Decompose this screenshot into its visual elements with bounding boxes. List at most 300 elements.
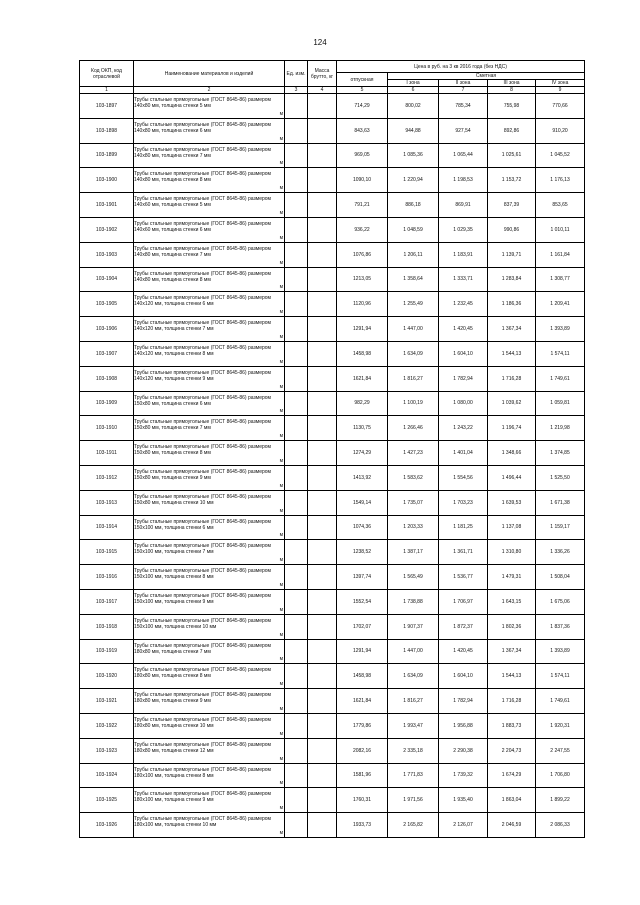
mass-cell [308, 168, 337, 193]
col-estimate-header: Сметная [388, 73, 585, 80]
mass-cell [308, 441, 337, 466]
unit-cell [285, 614, 308, 639]
mass-cell [308, 813, 337, 838]
product-code: 103-1926 [80, 813, 134, 838]
zone-1-price: 1 266,46 [388, 416, 439, 441]
zone-3-price: 1 544,13 [488, 341, 536, 366]
zone-1-price: 1 048,59 [388, 217, 439, 242]
product-name: Трубы стальные прямоугольные (ГОСТ 8645-86) размером 140х120 мм, толщина стенки 9 мм [134, 369, 271, 382]
zone-4-price: 1 706,80 [536, 763, 585, 788]
unit-mark: м [279, 358, 283, 365]
release-price: 936,22 [337, 217, 388, 242]
zone-2-price: 785,34 [439, 94, 488, 119]
mass-cell [308, 788, 337, 813]
zone-1-price: 1 565,49 [388, 565, 439, 590]
unit-cell [285, 242, 308, 267]
zone-2-price: 1 361,71 [439, 540, 488, 565]
table-row [80, 689, 585, 714]
mass-cell [308, 540, 337, 565]
zone-2-price: 1 706,97 [439, 589, 488, 614]
release-price: 1581,96 [337, 763, 388, 788]
unit-mark: м [279, 705, 283, 712]
product-code: 103-1910 [80, 416, 134, 441]
product-name: Трубы стальные прямоугольные (ГОСТ 8645-86) размером 150х100 мм, толщина стенки 7 мм [134, 543, 271, 556]
zone-2-price: 1 782,94 [439, 366, 488, 391]
table-row [80, 565, 585, 590]
release-price: 1549,14 [337, 490, 388, 515]
zone-4-price: 1 010,11 [536, 217, 585, 242]
zone-2-price: 1 198,53 [439, 168, 488, 193]
zone-3-price: 1 863,04 [488, 788, 536, 813]
zone-1-price: 2 335,18 [388, 738, 439, 763]
zone-2-price: 1 333,71 [439, 267, 488, 292]
zone-1-price: 1 907,37 [388, 614, 439, 639]
unit-mark: м [279, 829, 283, 836]
col-name-header: Наименование материалов и изделий [134, 61, 285, 87]
product-name-cell [134, 565, 285, 590]
col-number: 6 [388, 87, 439, 94]
table-row [80, 788, 585, 813]
unit-mark: м [279, 383, 283, 390]
zone-3-price: 1 479,31 [488, 565, 536, 590]
unit-mark: м [279, 259, 283, 266]
product-name: Трубы стальные прямоугольные (ГОСТ 8645-86) размером 140х80 мм, толщина стенки 5 мм [134, 97, 271, 109]
mass-cell [308, 465, 337, 490]
product-name: Трубы стальные прямоугольные (ГОСТ 8645-86) размером 180х100 мм, толщина стенки 10 мм [134, 816, 271, 829]
zone-3-price: 1 643,15 [488, 589, 536, 614]
mass-cell [308, 614, 337, 639]
zone-2-price: 1 935,40 [439, 788, 488, 813]
unit-cell [285, 193, 308, 218]
zone-3-price: 1 137,08 [488, 515, 536, 540]
release-price: 1458,98 [337, 341, 388, 366]
product-name: Трубы стальные прямоугольные (ГОСТ 8645-86) размером 150х100 мм, толщина стенки 10 мм [134, 617, 271, 630]
mass-cell [308, 713, 337, 738]
zone-3-price: 1 367,34 [488, 639, 536, 664]
zone-3-price: 1 139,71 [488, 242, 536, 267]
release-price: 1090,10 [337, 168, 388, 193]
product-code: 103-1915 [80, 540, 134, 565]
zone-4-price: 770,66 [536, 94, 585, 119]
page-number: 124 [313, 38, 327, 47]
zone-4-price: 1 525,50 [536, 465, 585, 490]
table-row [80, 341, 585, 366]
product-name-cell [134, 689, 285, 714]
zone-3-price: 1 196,74 [488, 416, 536, 441]
unit-cell [285, 763, 308, 788]
product-name-cell [134, 813, 285, 838]
product-name: Трубы стальные прямоугольные (ГОСТ 8645-86) размером 140х120 мм, толщина стенки 7 мм [134, 320, 271, 333]
release-price: 1120,96 [337, 292, 388, 317]
product-code: 103-1907 [80, 341, 134, 366]
unit-mark: м [279, 730, 283, 737]
zone-4-price: 1 675,06 [536, 589, 585, 614]
product-name-cell [134, 317, 285, 342]
release-price: 1621,84 [337, 366, 388, 391]
col-unit-header: Ед. изм. [285, 61, 308, 87]
mass-cell [308, 143, 337, 168]
product-name: Трубы стальные прямоугольные (ГОСТ 8645-86) размером 140х80 мм, толщина стенки 8 мм [134, 171, 271, 184]
product-name-cell [134, 540, 285, 565]
zone-2-price: 1 782,94 [439, 689, 488, 714]
product-code: 103-1899 [80, 143, 134, 168]
zone-3-price: 1 496,44 [488, 465, 536, 490]
zone-1-price: 1 447,00 [388, 317, 439, 342]
release-price: 1238,52 [337, 540, 388, 565]
product-code: 103-1912 [80, 465, 134, 490]
mass-cell [308, 515, 337, 540]
zone-2-price: 1 554,56 [439, 465, 488, 490]
release-price: 1779,86 [337, 713, 388, 738]
mass-cell [308, 292, 337, 317]
product-name-cell [134, 366, 285, 391]
zone-2-price: 2 126,07 [439, 813, 488, 838]
unit-cell [285, 143, 308, 168]
product-code: 103-1909 [80, 391, 134, 416]
product-name-cell [134, 465, 285, 490]
table-row [80, 118, 585, 143]
product-code: 103-1904 [80, 267, 134, 292]
zone-4-price: 1 899,22 [536, 788, 585, 813]
product-name-cell [134, 292, 285, 317]
zone-3-price: 1 883,73 [488, 713, 536, 738]
zone-3-price: 837,39 [488, 193, 536, 218]
product-code: 103-1920 [80, 664, 134, 689]
release-price: 2082,16 [337, 738, 388, 763]
product-name-cell [134, 490, 285, 515]
product-name: Трубы стальные прямоугольные (ГОСТ 8645-86) размером 150х80 мм, толщина стенки 6 мм [134, 394, 271, 407]
unit-cell [285, 416, 308, 441]
zone-1-price: 1 447,00 [388, 639, 439, 664]
product-name: Трубы стальные прямоугольные (ГОСТ 8645-86) размером 140х120 мм, толщина стенки 8 мм [134, 344, 271, 357]
product-code: 103-1903 [80, 242, 134, 267]
col-mass-header: Масса брутто, кг [308, 61, 337, 87]
mass-cell [308, 118, 337, 143]
col-price-group-header: Цена в руб. на 3 кв 2016 года (без НДС) [337, 61, 585, 73]
zone-4-price: 1 176,13 [536, 168, 585, 193]
zone-1-price: 1 085,36 [388, 143, 439, 168]
zone-3-price: 1 283,84 [488, 267, 536, 292]
zone-4-price: 1 920,31 [536, 713, 585, 738]
unit-cell [285, 341, 308, 366]
product-name: Трубы стальные прямоугольные (ГОСТ 8645-86) размером 180х80 мм, толщина стенки 12 мм [134, 741, 271, 754]
table-row [80, 540, 585, 565]
mass-cell [308, 267, 337, 292]
zone-1-price: 1 358,64 [388, 267, 439, 292]
release-price: 843,63 [337, 118, 388, 143]
zone-4-price: 1 671,38 [536, 490, 585, 515]
product-name: Трубы стальные прямоугольные (ГОСТ 8645-86) размером 150х80 мм, толщина стенки 7 мм [134, 419, 271, 432]
unit-mark: м [279, 433, 283, 440]
product-code: 103-1900 [80, 168, 134, 193]
product-name-cell [134, 639, 285, 664]
unit-mark: м [279, 408, 283, 415]
unit-mark: м [279, 209, 283, 216]
table-row [80, 614, 585, 639]
unit-mark: м [279, 135, 283, 142]
unit-cell [285, 490, 308, 515]
zone-1-price: 2 165,82 [388, 813, 439, 838]
zone-3-price: 1 348,66 [488, 441, 536, 466]
zone-4-price: 1 159,17 [536, 515, 585, 540]
zone-4-price: 1 209,41 [536, 292, 585, 317]
unit-cell [285, 540, 308, 565]
unit-mark: м [279, 606, 283, 613]
unit-cell [285, 565, 308, 590]
unit-cell [285, 317, 308, 342]
product-name: Трубы стальные прямоугольные (ГОСТ 8645-86) размером 140х80 мм, толщина стенки 7 мм [134, 146, 271, 159]
unit-cell [285, 292, 308, 317]
product-code: 103-1919 [80, 639, 134, 664]
product-code: 103-1905 [80, 292, 134, 317]
product-code: 103-1902 [80, 217, 134, 242]
zone-3-price: 1 716,28 [488, 366, 536, 391]
unit-mark: м [279, 234, 283, 241]
table-row [80, 193, 585, 218]
table-row [80, 168, 585, 193]
unit-cell [285, 94, 308, 119]
product-name-cell [134, 713, 285, 738]
product-code: 103-1914 [80, 515, 134, 540]
zone-3-price: 2 204,73 [488, 738, 536, 763]
zone-3-price: 1 802,36 [488, 614, 536, 639]
table-row [80, 366, 585, 391]
release-price: 969,05 [337, 143, 388, 168]
zone-1-price: 886,18 [388, 193, 439, 218]
table-row [80, 490, 585, 515]
table-row [80, 664, 585, 689]
unit-mark: м [279, 656, 283, 663]
product-name-cell [134, 441, 285, 466]
release-price: 791,21 [337, 193, 388, 218]
table-row [80, 217, 585, 242]
unit-mark: м [279, 309, 283, 316]
unit-mark: м [279, 780, 283, 787]
product-name-cell [134, 143, 285, 168]
product-name-cell [134, 515, 285, 540]
unit-mark: м [279, 755, 283, 762]
zone-2-price: 1 080,00 [439, 391, 488, 416]
zone-4-price: 1 059,81 [536, 391, 585, 416]
product-code: 103-1917 [80, 589, 134, 614]
mass-cell [308, 490, 337, 515]
unit-cell [285, 118, 308, 143]
zone-4-price: 2 086,33 [536, 813, 585, 838]
zone-4-price: 1 308,77 [536, 267, 585, 292]
zone-2-price: 1 181,25 [439, 515, 488, 540]
zone-3-price: 1 310,80 [488, 540, 536, 565]
zone-4-price: 1 393,89 [536, 317, 585, 342]
release-price: 1552,54 [337, 589, 388, 614]
zone-3-price: 892,86 [488, 118, 536, 143]
product-name-cell [134, 267, 285, 292]
unit-cell [285, 267, 308, 292]
zone-2-price: 1 956,88 [439, 713, 488, 738]
zone-1-price: 1 220,94 [388, 168, 439, 193]
product-name: Трубы стальные прямоугольные (ГОСТ 8645-86) размером 150х100 мм, толщина стенки 8 мм [134, 568, 271, 581]
zone-3-price: 1 025,61 [488, 143, 536, 168]
zone-4-price: 1 574,11 [536, 341, 585, 366]
zone-1-price: 1 634,09 [388, 341, 439, 366]
release-price: 1076,86 [337, 242, 388, 267]
unit-mark: м [279, 284, 283, 291]
release-price: 1458,98 [337, 664, 388, 689]
unit-mark: м [279, 482, 283, 489]
zone-1-price: 1 255,49 [388, 292, 439, 317]
zone-2-price: 1 243,22 [439, 416, 488, 441]
product-name-cell [134, 763, 285, 788]
zone-1-price: 1 634,09 [388, 664, 439, 689]
table-row [80, 465, 585, 490]
zone-1-price: 1 206,11 [388, 242, 439, 267]
unit-cell [285, 589, 308, 614]
zone-1-price: 1 583,62 [388, 465, 439, 490]
mass-cell [308, 738, 337, 763]
zone-1-price: 1 971,56 [388, 788, 439, 813]
product-code: 103-1921 [80, 689, 134, 714]
mass-cell [308, 317, 337, 342]
table-row [80, 738, 585, 763]
unit-cell [285, 366, 308, 391]
zone-3-price: 1 544,13 [488, 664, 536, 689]
unit-cell [285, 441, 308, 466]
zone-1-price: 1 993,47 [388, 713, 439, 738]
product-name-cell [134, 664, 285, 689]
zone-1-header: I зона [388, 80, 439, 87]
product-name-cell [134, 738, 285, 763]
product-name: Трубы стальные прямоугольные (ГОСТ 8645-86) размером 150х80 мм, толщина стенки 9 мм [134, 468, 271, 481]
zone-3-header: III зона [488, 80, 536, 87]
unit-mark: м [279, 333, 283, 340]
table-row [80, 515, 585, 540]
product-name-cell [134, 217, 285, 242]
zone-2-price: 1 604,10 [439, 664, 488, 689]
table-row [80, 713, 585, 738]
product-name: Трубы стальные прямоугольные (ГОСТ 8645-86) размером 180х80 мм, толщина стенки 8 мм [134, 667, 271, 680]
unit-mark: м [279, 185, 283, 192]
release-price: 1074,36 [337, 515, 388, 540]
zone-3-price: 1 153,72 [488, 168, 536, 193]
product-code: 103-1897 [80, 94, 134, 119]
zone-4-price: 1 374,85 [536, 441, 585, 466]
unit-mark: м [279, 805, 283, 812]
product-name-cell [134, 242, 285, 267]
table-row [80, 763, 585, 788]
unit-cell [285, 738, 308, 763]
unit-cell [285, 813, 308, 838]
zone-4-price: 1 393,89 [536, 639, 585, 664]
zone-1-price: 800,02 [388, 94, 439, 119]
zone-2-price: 1 536,77 [439, 565, 488, 590]
zone-4-price: 1 749,61 [536, 366, 585, 391]
product-name: Трубы стальные прямоугольные (ГОСТ 8645-86) размером 150х80 мм, толщина стенки 8 мм [134, 444, 271, 457]
zone-2-price: 1 703,23 [439, 490, 488, 515]
product-name-cell [134, 341, 285, 366]
col-number: 7 [439, 87, 488, 94]
unit-mark: м [279, 631, 283, 638]
zone-3-price: 1 716,28 [488, 689, 536, 714]
unit-mark: м [279, 160, 283, 167]
product-name: Трубы стальные прямоугольные (ГОСТ 8645-86) размером 180х80 мм, толщина стенки 7 мм [134, 642, 271, 655]
table-row [80, 317, 585, 342]
mass-cell [308, 689, 337, 714]
mass-cell [308, 416, 337, 441]
table-row [80, 143, 585, 168]
zone-1-price: 1 100,19 [388, 391, 439, 416]
col-release-header: отпускная [337, 73, 388, 87]
product-code: 103-1911 [80, 441, 134, 466]
zone-3-price: 755,98 [488, 94, 536, 119]
product-name: Трубы стальные прямоугольные (ГОСТ 8645-86) размером 180х100 мм, толщина стенки 9 мм [134, 791, 271, 804]
mass-cell [308, 366, 337, 391]
zone-2-price: 1 029,35 [439, 217, 488, 242]
table-row [80, 267, 585, 292]
unit-mark: м [279, 581, 283, 588]
product-code: 103-1901 [80, 193, 134, 218]
col-number: 8 [488, 87, 536, 94]
product-name-cell [134, 416, 285, 441]
unit-cell [285, 168, 308, 193]
product-name: Трубы стальные прямоугольные (ГОСТ 8645-86) размером 180х80 мм, толщина стенки 9 мм [134, 692, 271, 705]
table-row [80, 292, 585, 317]
price-rows [80, 94, 585, 838]
release-price: 1933,73 [337, 813, 388, 838]
product-code: 103-1908 [80, 366, 134, 391]
zone-3-price: 1 367,34 [488, 317, 536, 342]
release-price: 1291,94 [337, 317, 388, 342]
zone-4-price: 2 247,55 [536, 738, 585, 763]
zone-2-price: 1 604,10 [439, 341, 488, 366]
release-price: 714,29 [337, 94, 388, 119]
zone-2-price: 1 420,45 [439, 317, 488, 342]
mass-cell [308, 193, 337, 218]
zone-4-price: 1 336,26 [536, 540, 585, 565]
product-code: 103-1925 [80, 788, 134, 813]
unit-mark: м [279, 557, 283, 564]
release-price: 1213,05 [337, 267, 388, 292]
unit-cell [285, 664, 308, 689]
unit-cell [285, 713, 308, 738]
product-name-cell [134, 614, 285, 639]
col-code-header: Код ОКП, код отраслевой [80, 61, 134, 87]
mass-cell [308, 94, 337, 119]
zone-4-header: IV зона [536, 80, 585, 87]
zone-1-price: 944,88 [388, 118, 439, 143]
mass-cell [308, 589, 337, 614]
release-price: 1760,31 [337, 788, 388, 813]
zone-3-price: 1 674,29 [488, 763, 536, 788]
unit-cell [285, 465, 308, 490]
zone-4-price: 1 161,84 [536, 242, 585, 267]
product-name: Трубы стальные прямоугольные (ГОСТ 8645-86) размером 140х80 мм, толщина стенки 6 мм [134, 121, 271, 134]
unit-cell [285, 639, 308, 664]
product-code: 103-1924 [80, 763, 134, 788]
zone-1-price: 1 738,88 [388, 589, 439, 614]
zone-4-price: 910,20 [536, 118, 585, 143]
unit-cell [285, 217, 308, 242]
mass-cell [308, 391, 337, 416]
zone-2-price: 1 232,45 [439, 292, 488, 317]
product-code: 103-1898 [80, 118, 134, 143]
zone-2-header: II зона [439, 80, 488, 87]
zone-2-price: 1 872,37 [439, 614, 488, 639]
unit-mark: м [279, 532, 283, 539]
product-name: Трубы стальные прямоугольные (ГОСТ 8645-86) размером 140х60 мм, толщина стенки 5 мм [134, 196, 271, 209]
product-name-cell [134, 788, 285, 813]
unit-cell [285, 788, 308, 813]
product-name: Трубы стальные прямоугольные (ГОСТ 8645-86) размером 150х80 мм, толщина стенки 10 мм [134, 493, 271, 506]
zone-2-price: 1 739,32 [439, 763, 488, 788]
